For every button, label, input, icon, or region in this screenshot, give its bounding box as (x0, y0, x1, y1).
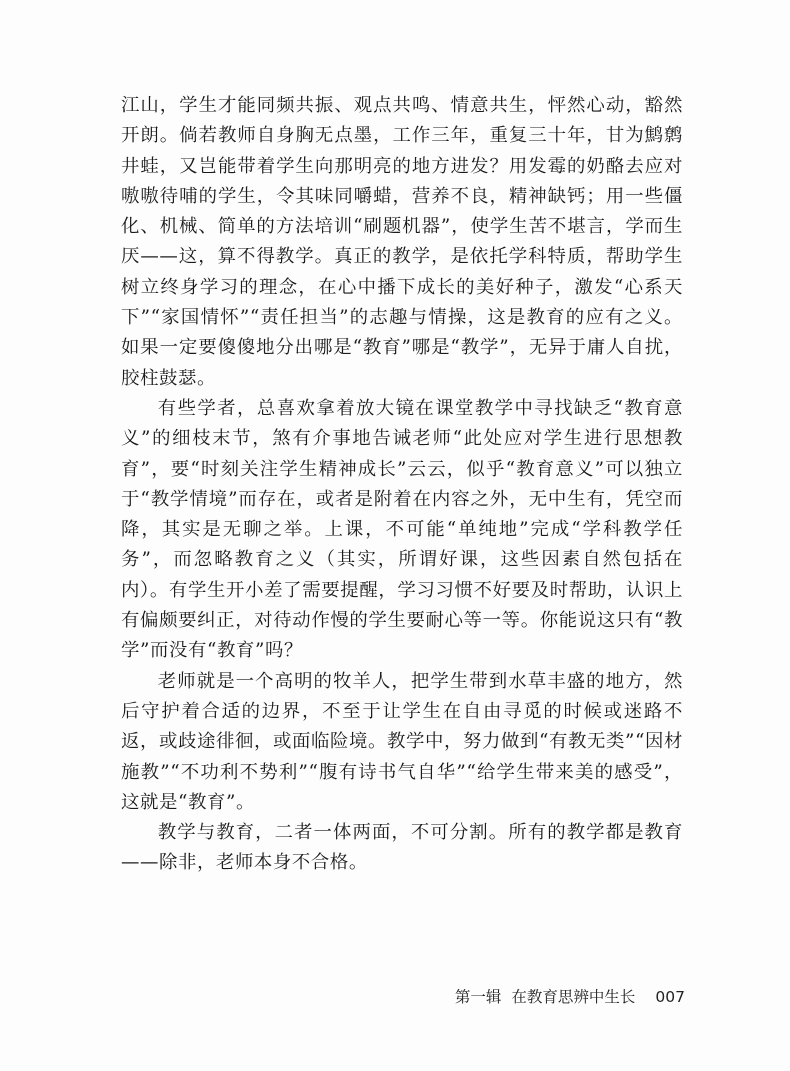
footer-chapter-title: 在教育思辨中生长 (511, 988, 636, 1006)
paragraph-conclusion: 教学与教育，二者一体两面，不可分割。所有的教学都是教育——除非，老师本身不合格。 (121, 822, 683, 874)
paragraph-scholars: 有些学者，总喜欢拿着放大镜在课堂教学中寻找缺乏“教育意义”的细枝末节，煞有介事地告诫老师“此处应对学生进行思想教育”，要“时刻关注学生精神成长”云云，似乎“教育意义”可以独立于“教学情境”而存在，或者是附着在内容之外，无中生有，凭空而降，其实是无聊之举。上课，不可能“单纯地”完成“学科教学任务”，而忽略教育之义（其实，所谓好课，这些因素自然包括在内）。有学生开小差了需要提醒，学习习惯不好要及时帮助，认识上有偏颇要纠正，对待动作慢的学生要耐心等一等。你能说这只有“教学”而没有“教育”吗？ (121, 397, 683, 662)
page-number: 007 (655, 988, 685, 1006)
paragraph-continued: 江山，学生才能同频共振、观点共鸣、情意共生，怦然心动，豁然开朗。倘若教师自身胸无点墨，工作三年，重复三十年，甘为鹪鹩井蛙，又岂能带着学生向那明亮的地方进发？用发霉的奶酪去应对嗷嗷待哺的学生，令其味同嚼蜡，营养不良，精神缺钙；用一些僵化、机械、简单的方法培训“刷题机器”，使学生苦不堪言，学而生厌——这，算不得教学。真正的教学，是依托学科特质，帮助学生树立终身学习的理念，在心中播下成长的美好种子，激发“心系天下”“家国情怀”“责任担当”的志趣与情操，这是教育的应有之义。如果一定要傻傻地分出哪是“教育”哪是“教学”，无异于庸人自扰，胶柱鼓瑟。 (121, 95, 683, 389)
paragraph-shepherd: 老师就是一个高明的牧羊人，把学生带到水草丰盛的地方，然后守护着合适的边界，不至于让学生在自由寻觅的时候或迷路不返，或歧途徘徊，或面临险境。教学中，努力做到“有教无类”“因材施教”“不功利不势利”“腹有诗书气自华”“给学生带来美的感受”，这就是“教育”。 (121, 670, 683, 813)
page-body (121, 91, 683, 879)
footer-part-label: 第一辑 (454, 988, 502, 1006)
running-footer (455, 985, 685, 1007)
